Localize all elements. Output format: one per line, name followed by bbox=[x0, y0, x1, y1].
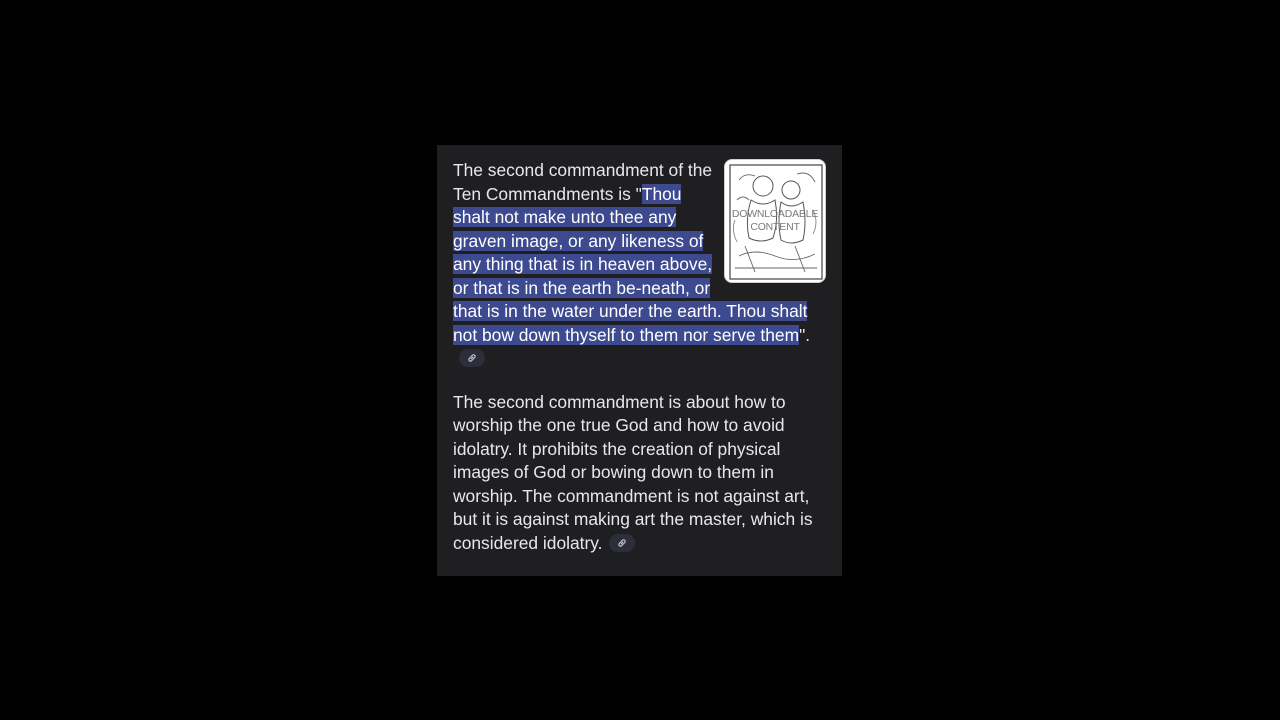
answer-paragraph-2 bbox=[453, 391, 826, 556]
answer-paragraph-1 bbox=[453, 159, 826, 371]
source-thumbnail[interactable] bbox=[724, 159, 826, 283]
link-icon bbox=[617, 538, 627, 548]
watermark-line-2: CONTENT bbox=[750, 221, 800, 233]
paragraph-1-tail: ". bbox=[799, 324, 811, 345]
highlighted-quote: Thou shalt not make unto thee any graven image, or any likeness of any thing that is in heaven above, or that is in the earth be-neath, or that is in the water under the earth. Thou shalt not bow down thyself to them nor serve them bbox=[453, 183, 808, 345]
link-icon bbox=[467, 353, 477, 363]
watermark-line-1: DOWNLOADABLE bbox=[731, 208, 819, 220]
citation-link-button-1[interactable] bbox=[459, 349, 485, 367]
paragraph-2-text: The second commandment is about how to worship the one true God and how to avoid idolatry. It prohibits the creation of physical images of God or bowing down to them in worship. The commandment is not against art, but it is against making art the master, which is considered idolatry. bbox=[453, 391, 813, 553]
citation-link-button-2[interactable] bbox=[609, 534, 635, 552]
thumbnail-watermark bbox=[725, 208, 825, 234]
paragraph-1-lead: The second commandment of the Ten Commandments is " bbox=[453, 160, 713, 204]
answer-card bbox=[437, 145, 842, 576]
